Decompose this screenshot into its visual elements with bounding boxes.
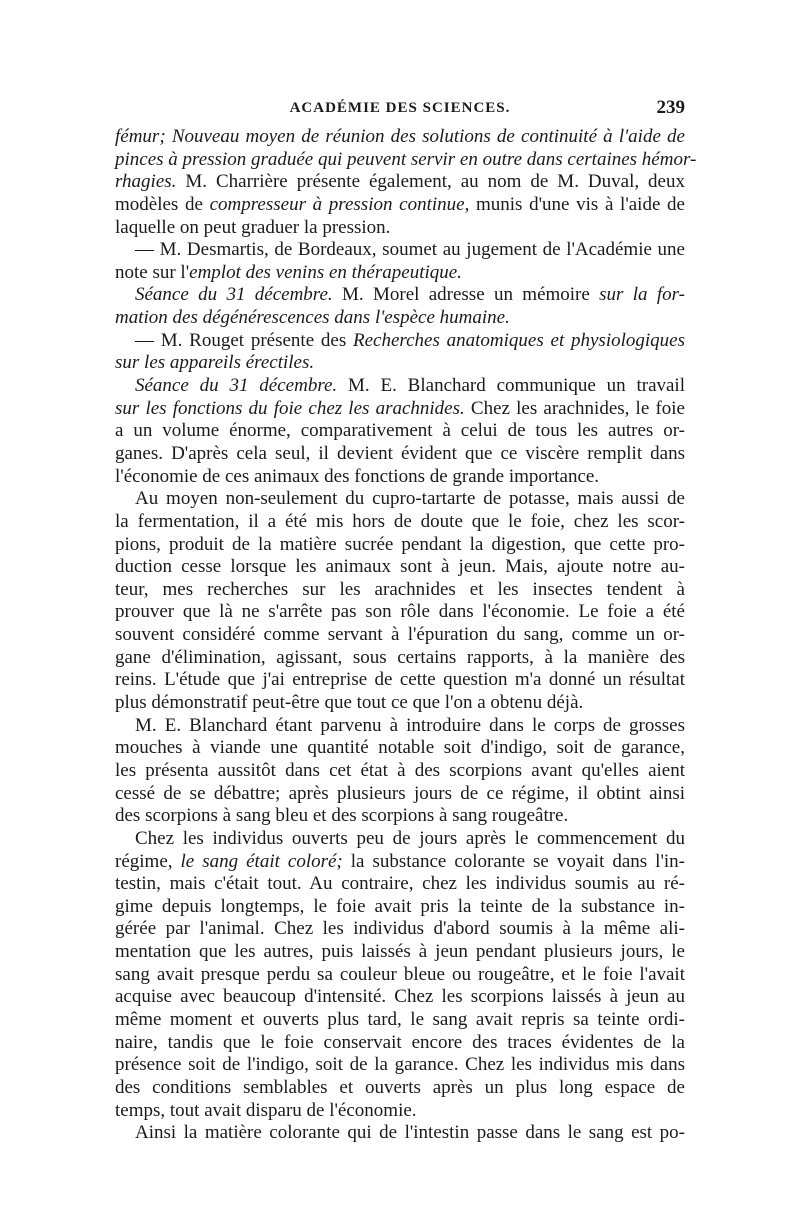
text-segment: M. Charrière présente également, au nom de M. Duval, deux [176, 171, 685, 193]
running-header [115, 97, 685, 121]
text-line [115, 375, 685, 398]
text-line [115, 126, 685, 149]
text-line [115, 601, 685, 624]
text-segment: Chez les individus ouverts peu de jours après le commencement du [135, 827, 685, 849]
text-line [115, 1032, 685, 1055]
header-title: ACADÉMIE DES SCIENCES. [289, 100, 511, 116]
text-segment: souvent considéré comme servant à l'épuration du sang, comme un or- [115, 624, 685, 646]
text-line [115, 805, 685, 828]
text-segment: testin, mais c'était tout. Au contraire, chez les individus soumis au ré- [115, 873, 685, 895]
text-segment: modèles de [115, 193, 210, 215]
text-segment: Ainsi la matière colorante qui de l'intestin passe dans le sang est po- [135, 1122, 685, 1144]
text-line [115, 148, 697, 172]
text-line [115, 624, 685, 647]
italic-text: Séance du 31 décembre. [135, 375, 338, 397]
text-segment: reins. L'étude que j'ai entreprise de cette question m'a donné un résultat [115, 669, 685, 691]
text-line [115, 1009, 685, 1032]
page-number: 239 [656, 97, 685, 118]
text-line [115, 669, 685, 692]
text-segment: mentation que les autres, puis laissés à jeun pendant plusieurs jours, le [115, 941, 685, 963]
text-line [115, 986, 685, 1009]
text-line [115, 556, 685, 579]
text-segment: , munis d'une vis à l'aide de [464, 193, 685, 215]
text-segment: — M. Rouget présente des [135, 329, 354, 351]
text-line [115, 1054, 685, 1077]
text-segment: Chez les arachnides, le foie [464, 397, 685, 419]
text-segment: plus démonstratif peut-être que tout ce que l'on a obtenu déjà. [115, 692, 584, 714]
text-line [115, 398, 685, 421]
text-segment: naire, tandis que le foie conservait encore des traces évidentes de la [115, 1031, 685, 1053]
text-segment: gane d'élimination, agissant, sous certains rapports, à la manière des [115, 646, 685, 668]
text-segment: gime depuis longtemps, le foie avait pris la teinte de la substance in- [115, 895, 685, 917]
text-segment: des conditions semblables et ouverts après un plus long espace de [115, 1076, 685, 1098]
text-line [115, 330, 685, 353]
text-segment: Au moyen non-seulement du cupro-tartarte de potasse, mais aussi de [135, 488, 685, 510]
text-segment: les présenta aussitôt dans cet état à des scorpions avant qu'elles aient [115, 759, 685, 781]
text-line [115, 443, 685, 466]
text-line [115, 896, 685, 919]
text-segment: temps, tout avait disparu de l'économie. [115, 1099, 417, 1121]
text-line [115, 873, 685, 896]
text-line [115, 1122, 685, 1145]
italic-text: mation des dégénérescences dans l'espèce humaine. [115, 307, 510, 329]
text-segment: sang avait presque perdu sa couleur bleue ou rougeâtre, et le foie l'avait [115, 963, 685, 985]
text-segment: des scorpions à sang bleu et des scorpions à sang rougeâtre. [115, 805, 569, 827]
text-line [115, 692, 685, 715]
text-line [115, 534, 685, 557]
text-line [115, 284, 685, 307]
text-line [115, 262, 685, 285]
text-segment: gérée par l'animal. Chez les individus d'abord soumis à la même ali- [115, 918, 685, 940]
text-segment: l'économie de ces animaux des fonctions de grande importance. [115, 465, 600, 487]
text-line [115, 579, 685, 602]
text-line [115, 466, 685, 489]
italic-text: Nouveau moyen de réunion des solutions de continuité à l'aide de [171, 126, 685, 147]
body-text [115, 126, 697, 1145]
text-segment: présence soit de l'indigo, soit de la garance. Chez les individus mis dans [115, 1054, 685, 1076]
italic-text: le sang était coloré; [180, 850, 343, 872]
text-line [115, 488, 685, 511]
italic-text: sur les fonctions du foie chez les arachnides. [115, 397, 465, 419]
text-line [115, 715, 685, 738]
text-line [115, 307, 685, 330]
text-line [115, 511, 685, 534]
italic-text: sur la for- [599, 284, 685, 306]
text-segment: M. E. Blanchard étant parvenu à introduire dans le corps de grosses [135, 714, 685, 736]
text-line [115, 760, 685, 783]
text-line [115, 217, 685, 240]
text-segment: régime, [115, 850, 181, 872]
text-segment: mouches à viande une quantité notable soit d'indigo, soit de garance, [115, 737, 685, 759]
text-segment: cessé de se débattre; après plusieurs jours de ce régime, il obtint ainsi [115, 782, 685, 804]
text-line [115, 783, 685, 806]
text-line [115, 737, 685, 760]
text-line [115, 171, 685, 194]
italic-text: sur les appareils érectiles. [115, 352, 315, 374]
text-segment: M. E. Blanchard communique un travail [337, 375, 685, 397]
italic-text: pinces à pression graduée qui peuvent servir en outre dans certaines hémor- [115, 148, 697, 170]
text-line [115, 964, 685, 987]
text-segment: pions, produit de la matière sucrée pendant la digestion, que cette pro- [115, 533, 685, 555]
text-line [115, 1100, 685, 1123]
text-line [115, 352, 685, 375]
italic-text: Recherches anatomiques et physiologiques [353, 329, 685, 351]
text-line [115, 941, 685, 964]
text-segment: prouver que là ne s'arrête pas son rôle dans l'économie. Le foie a été [115, 601, 685, 623]
text-segment: la substance colorante se voyait dans l'in- [342, 850, 685, 872]
text-segment: la fermentation, il a été mis hors de doute que le foie, chez les scor- [115, 510, 685, 532]
text-segment: ganes. D'après cela seul, il devient évident que ce viscère remplit dans [115, 442, 685, 464]
text-line [115, 828, 685, 851]
text-segment: acquise avec beaucoup d'intensité. Chez les scorpions laissés à jeun au [115, 986, 685, 1008]
text-segment: même moment et ouverts plus tard, le sang avait repris sa teinte ordi- [115, 1008, 685, 1030]
text-line [115, 194, 685, 217]
italic-text: emplot des venins en thérapeutique. [189, 261, 462, 283]
text-segment: M. Morel adresse un mémoire [332, 284, 600, 306]
text-segment: a un volume énorme, comparativement à celui de tous les autres or- [115, 420, 685, 442]
text-line [115, 647, 685, 670]
italic-text: fémur; [115, 126, 172, 147]
text-line [115, 1077, 685, 1100]
text-segment: laquelle on peut graduer la pression. [115, 216, 391, 238]
text-line [115, 420, 685, 443]
italic-text: compresseur à pression continue [209, 193, 465, 215]
text-line [115, 239, 685, 262]
text-segment: teur, mes recherches sur les arachnides et les insectes tendent à [115, 578, 685, 600]
italic-text: rhagies. [115, 171, 177, 193]
text-line [115, 918, 685, 941]
text-segment: — M. Desmartis, de Bordeaux, soumet au jugement de l'Académie une [135, 239, 685, 261]
italic-text: Séance du 31 décembre. [135, 284, 333, 306]
text-segment: note sur l' [115, 261, 190, 283]
text-line [115, 851, 685, 874]
text-segment: duction cesse lorsque les animaux sont à jeun. Mais, ajoute notre au- [115, 556, 685, 578]
